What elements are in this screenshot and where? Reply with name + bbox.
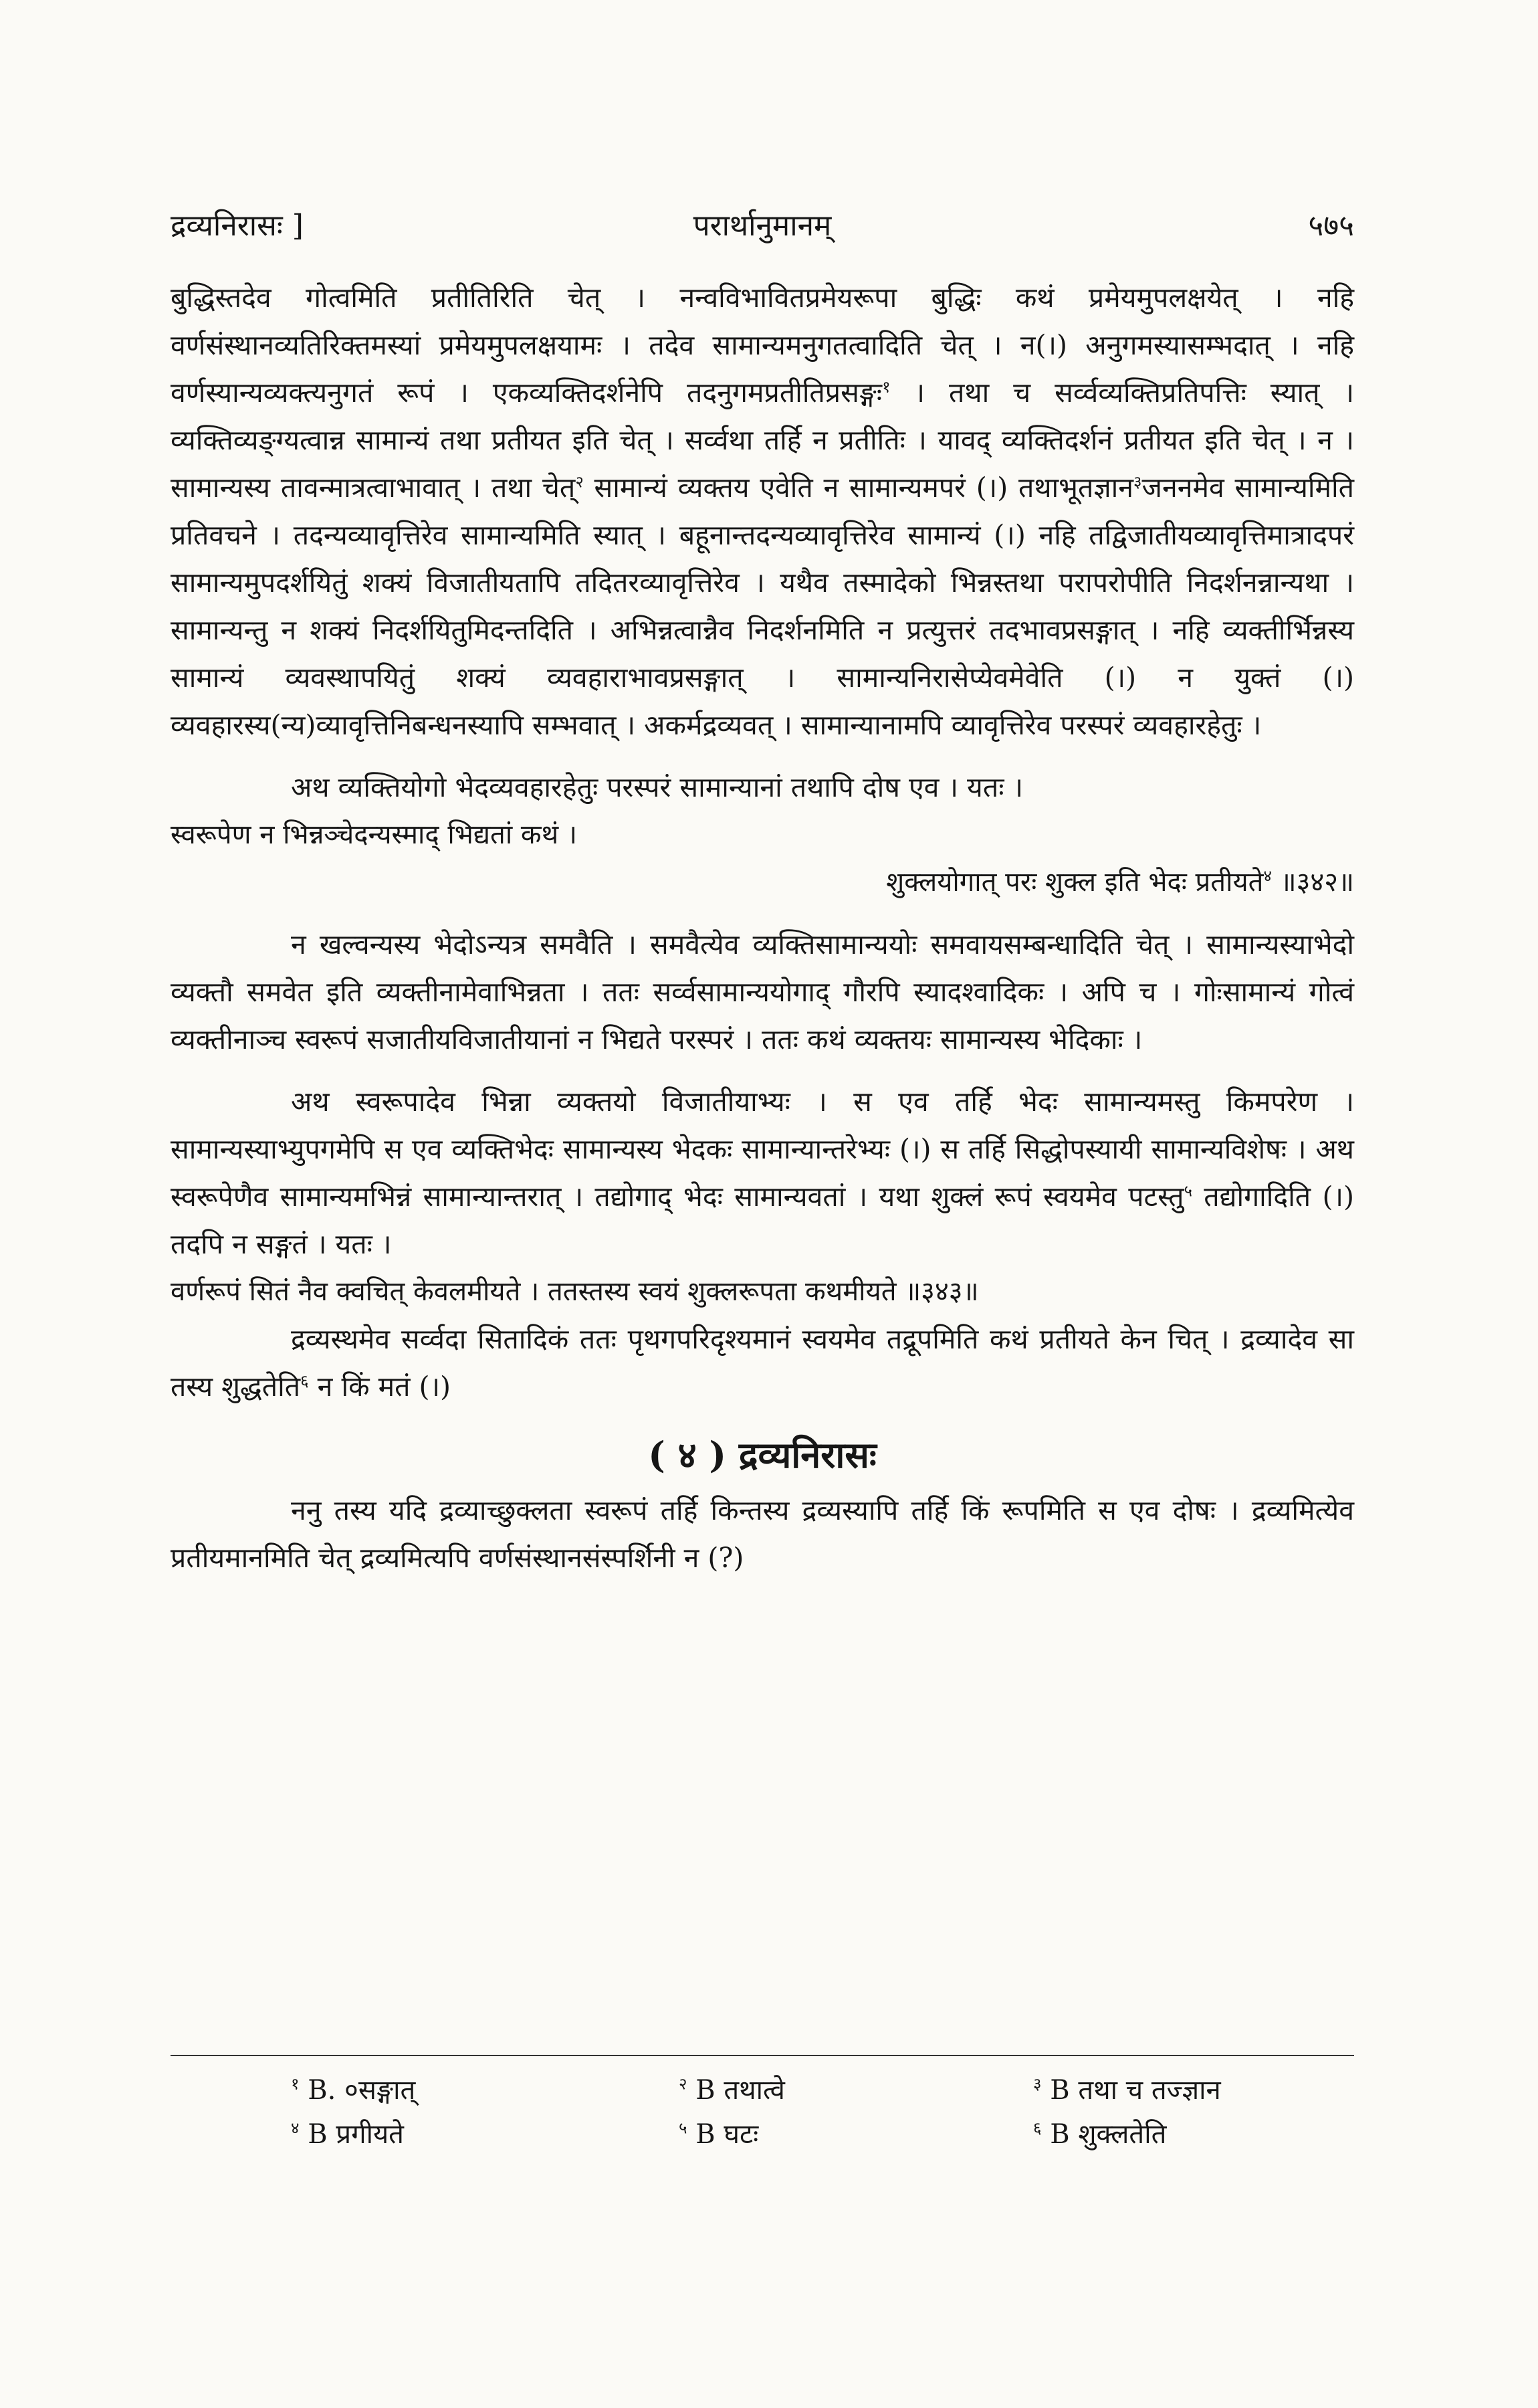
footnote-6: $^६$ B शुक्लतेति — [1033, 2118, 1167, 2150]
footnote-4: $^४$ B प्रगीयते — [291, 2118, 404, 2150]
verse-number: ॥३४२॥ — [1271, 867, 1354, 898]
footnote-divider — [171, 2055, 1354, 2056]
paragraph-3: न खल्वन्यस्य भेदोऽन्यत्र समवैति । समवैत्येव व्यक्तिसामान्ययोः समवायसम्बन्धादिति चेत् । सामान्यस्याभेदो व्यक्तौ समवेत इति व्यक्तीनामेवाभिन्नता । ततः सर्व्वसामान्ययोगाद् गौरपि स्यादश्वादिकः । अपि च । गोःसामान्यं गोत्वं व्यक्तीनाञ्च स्वरूपं सजातीयविजातीयानां न भिद्यते परस्परं । ततः कथं व्यक्तयः सामान्यस्य भेदिकाः । — [171, 928, 1354, 1056]
header-chapter-title: परार्थानुमानम् — [693, 209, 832, 243]
footnote-ref-3: ३ — [1133, 472, 1142, 492]
verse-343: वर्णरूपं सितं नैव क्वचित् केवलमीयते । ततस्तस्य स्वयं शुक्लरूपता कथमीयते ॥३४३॥ — [171, 1276, 979, 1307]
paragraph-1: बुद्धिस्तदेव गोत्वमिति प्रतीतिरिति चेत् । नन्वविभावितप्रमेयरूपा बुद्धिः कथं प्रमेयमुपलक्षयेत् । नहि वर्णसंस्थानव्यतिरिक्तमस्यां प्रमेयमुपलक्षयामः । तदेव सामान्यमनुगतत्वादिति चेत् । न(।) अनुगमस्यासम्भदात् । नहि वर्णस्यान्यव्यक्त्यनुगतं रूपं । एकव्यक्तिदर्शनेपि तदनुगमप्रतीतिप्रसङ्गः$^१$ । तथा च सर्व्वव्यक्तिप्रतिपत्तिः स्यात् । व्यक्तिव्यङ्ग्यत्वान्न सामान्यं तथा प्रतीयत इति चेत् । सर्व्वथा तर्हि न प्रतीतिः । यावद् व्यक्तिदर्शनं प्रतीयत इति चेत् । न । सामान्यस्य तावन्मात्रत्वाभावात् । तथा चेत्$^२$ सामान्यं व्यक्तय एवेति न सामान्यमपरं (।) तथाभूतज्ञान$^३$जननमेव सामान्यमिति प्रतिवचने । तदन्यव्यावृत्तिरेव सामान्यमिति स्यात् । बहूनान्तदन्यव्यावृत्तिरेव सामान्यं (।) नहि तद्विजातीयव्यावृत्तिमात्रादपरं सामान्यमुपदर्शयितुं शक्यं विजातीयतापि तदितरव्यावृत्तिरेव । यथैव तस्मादेको भिन्नस्तथा परापरोपीति निदर्शनन्नान्यथा । सामान्यन्तु न शक्यं निदर्शयितुमिदन्तदिति । अभिन्नत्वान्नैव निदर्शनमिति न प्रत्युत्तरं तदभावप्रसङ्गात् । नहि व्यक्तीर्भिन्नस्य सामान्यं व्यवस्थापयितुं शक्यं व्यवहाराभावप्रसङ्गात् । सामान्यनिरासेप्येवमेवेति (।) न युक्तं (।) व्यवहारस्य(न्य)व्यावृत्तिनिबन्धनस्यापि सम्भवात् । अकर्मद्रव्यवत् । सामान्यानामपि व्यावृत्तिरेव परस्परं व्यवहारहेतुः । — [171, 282, 1354, 741]
footnote-1: $^१$ B. ०सङ्गात् — [291, 2074, 416, 2106]
main-text — [171, 274, 1354, 1582]
verse-342-line-1: स्वरूपेण न भिन्नञ्चेदन्यस्माद् भिद्यतां कथं । — [171, 819, 578, 850]
footnote-ref-4: ४ — [1263, 866, 1272, 886]
page-number: ५७५ — [1308, 209, 1354, 243]
footnote-ref-1: १ — [882, 377, 891, 397]
running-header — [171, 204, 1354, 251]
footnote-ref-6: ६ — [300, 1371, 309, 1391]
header-section-name: द्रव्यनिरासः ] — [171, 209, 304, 243]
footnote-ref-2: २ — [575, 472, 584, 492]
footnote-ref-5: ५ — [1184, 1181, 1192, 1201]
footnotes — [171, 2068, 1354, 2156]
footnote-5: $^५$ B घटः — [679, 2118, 759, 2150]
paragraph-5: द्रव्यस्थमेव सर्व्वदा सितादिकं ततः पृथगपरिदृश्यमानं स्वयमेव तद्रूपमिति कथं प्रतीयते केन चित् । द्रव्यादेव सा तस्य शुद्धतेति$^६$ न किं मतं (।) — [171, 1323, 1354, 1403]
footnote-2: $^२$ B तथात्वे — [679, 2074, 785, 2106]
paragraph-2: अथ व्यक्तियोगो भेदव्यवहारहेतुः परस्परं सामान्यानां तथापि दोष एव । यतः । — [291, 771, 1024, 803]
paragraph-6: ननु तस्य यदि द्रव्याच्छुक्लता स्वरूपं तर्हि किन्तस्य द्रव्यस्यापि तर्हि किं रूपमिति स एव दोषः । द्रव्यमित्येव प्रतीयमानमिति चेत् द्रव्यमित्यपि वर्णसंस्थानसंस्पर्शिनी न (?) — [171, 1494, 1354, 1574]
page — [171, 0, 1354, 2408]
footnote-row — [171, 2068, 1354, 2112]
paragraph-4: अथ स्वरूपादेव भिन्ना व्यक्तयो विजातीयाभ्यः । स एव तर्हि भेदः सामान्यमस्तु किमपरेण । सामान्यस्याभ्युपगमेपि स एव व्यक्तिभेदः सामान्यस्य भेदकः सामान्यान्तरेभ्यः (।) स तर्हि सिद्धोपस्यायी सामान्यविशेषः । अथ स्वरूपेणैव सामान्यमभिन्नं सामान्यान्तरात् । तद्योगाद् भेदः सामान्यवतां । यथा शुक्लं रूपं स्वयमेव पटस्तु$^५$ तद्योगादिति (।) तदपि न सङ्गतं । यतः । — [171, 1086, 1354, 1260]
footnote-row — [171, 2112, 1354, 2156]
section-heading: ( ४ ) द्रव्यनिरासः — [648, 1433, 877, 1476]
footnote-3: $^३$ B तथा च तज्ज्ञान — [1033, 2074, 1221, 2106]
verse-342-line-2: शुक्लयोगात् परः शुक्ल इति भेदः प्रतीयते$^४$ ॥३४२॥ — [886, 866, 1354, 898]
